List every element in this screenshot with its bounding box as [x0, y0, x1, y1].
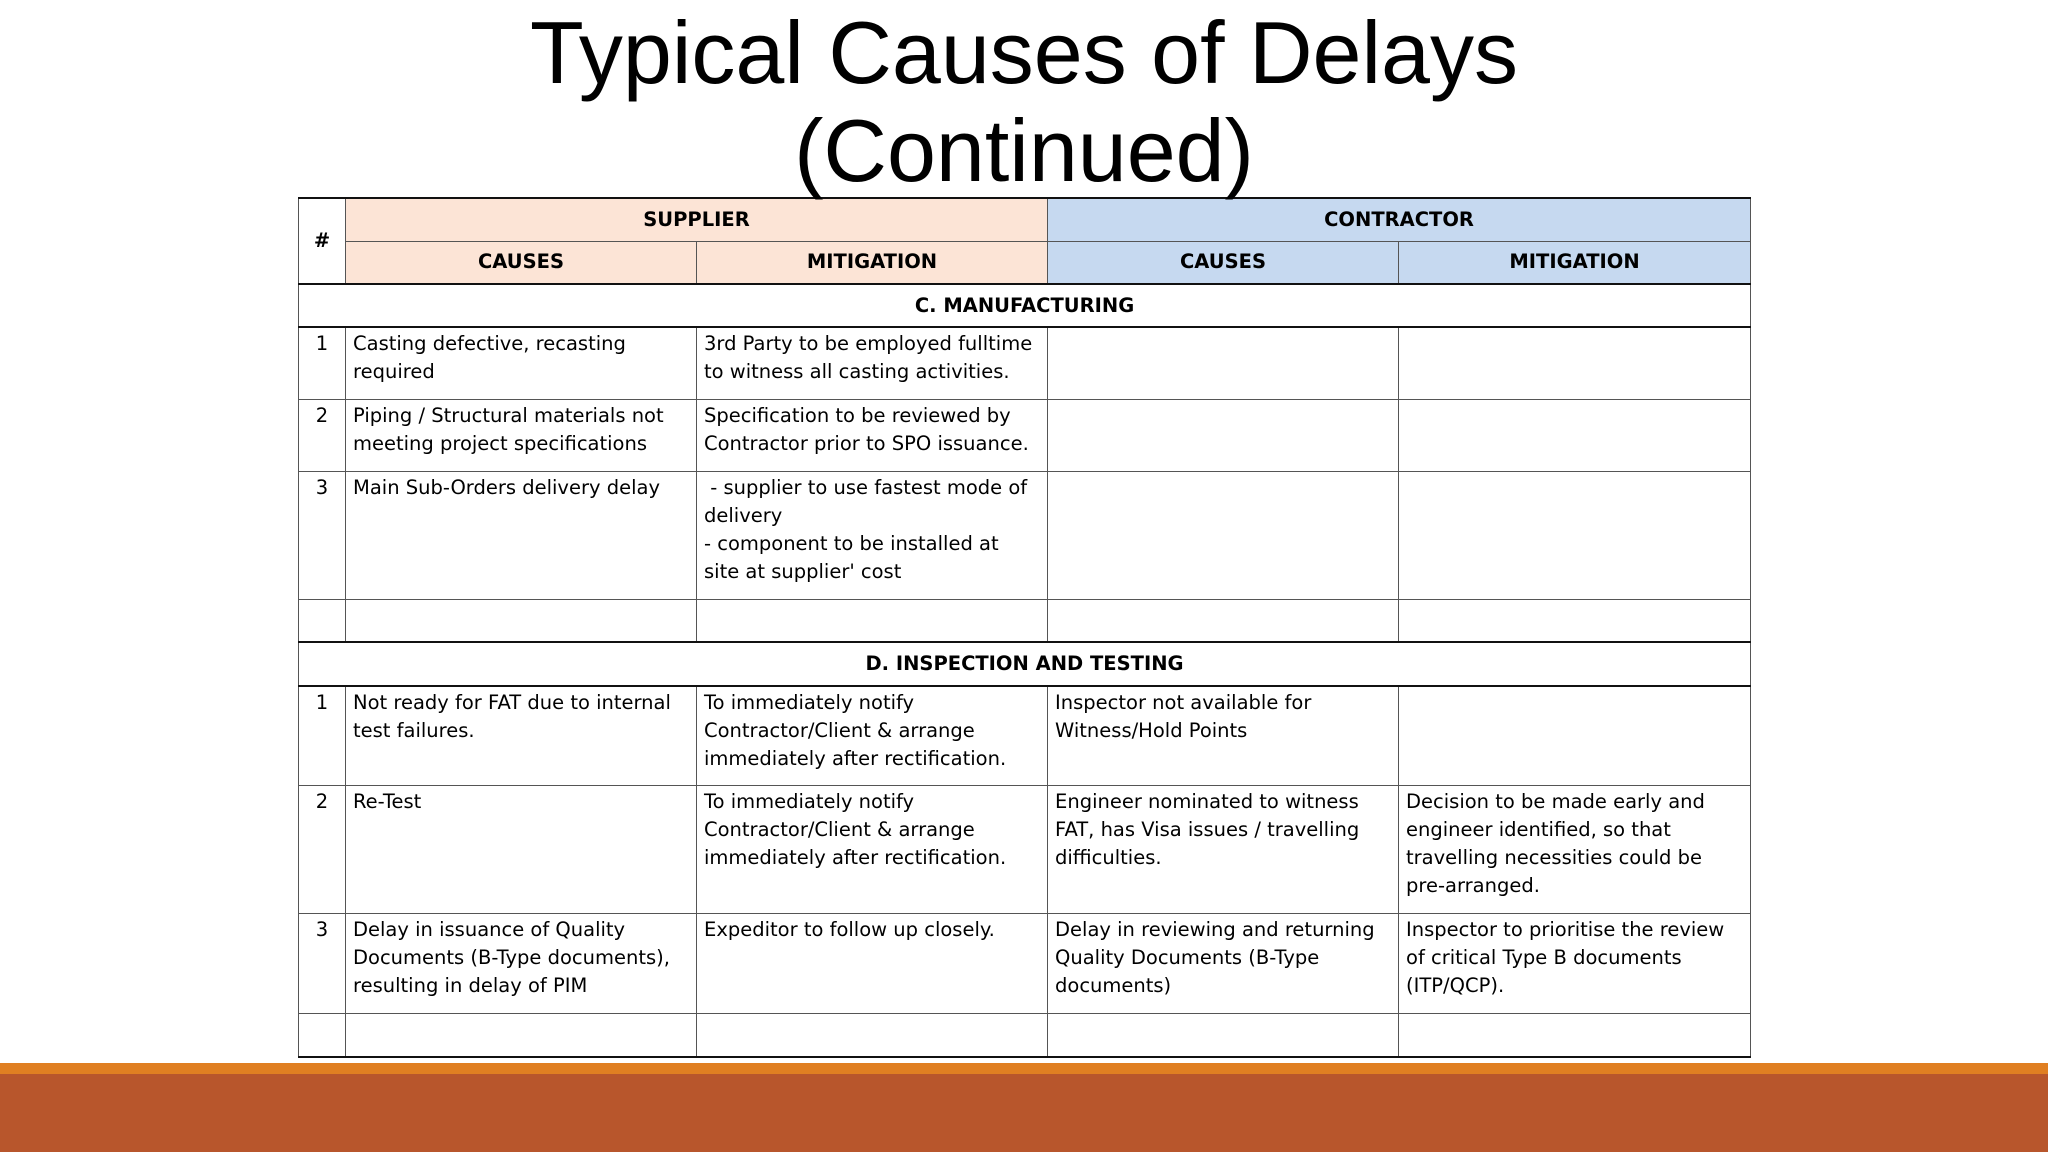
table-row [299, 471, 1751, 599]
table-row [299, 914, 1751, 1014]
supplier-mitigation-cell: Expeditor to follow up closely. [697, 914, 1048, 1014]
table-row-empty [299, 1014, 1751, 1057]
mitigation-point-2: - component to be installed at site at supplier' cost [704, 531, 1005, 583]
slide-title-line-1: Typical Causes of Delays [530, 3, 1518, 102]
contractor-header: CONTRACTOR [1048, 198, 1751, 241]
contractor-mitigation-cell [1399, 686, 1751, 786]
supplier-mitigation-cell: 3rd Party to be employed fulltime to witness all casting activities. [697, 327, 1048, 399]
empty-cell [346, 1014, 697, 1057]
contractor-mitigation-cell [1399, 327, 1751, 399]
table-row-empty [299, 599, 1751, 642]
empty-cell [1048, 599, 1399, 642]
supplier-cause-cell: Piping / Structural materials not meeting project specifications [346, 399, 697, 471]
contractor-cause-cell: Inspector not available for Witness/Hold Points [1048, 686, 1399, 786]
supplier-cause-cell: Casting defective, recasting required [346, 327, 697, 399]
delay-causes-table [298, 197, 1751, 1058]
row-number: 1 [299, 327, 346, 399]
mitigation-point-1: - supplier to use fastest mode of delivery [704, 475, 1034, 527]
footer-accent-line [0, 1063, 2048, 1074]
header-row-groups [299, 198, 1751, 241]
supplier-header: SUPPLIER [346, 198, 1048, 241]
slide-title [0, 4, 2048, 200]
supplier-mitigation-header: MITIGATION [697, 241, 1048, 284]
contractor-causes-header: CAUSES [1048, 241, 1399, 284]
empty-cell [1048, 1014, 1399, 1057]
contractor-mitigation-cell [1399, 471, 1751, 599]
section-heading-manufacturing: C. MANUFACTURING [299, 284, 1751, 327]
empty-cell [299, 1014, 346, 1057]
contractor-mitigation-cell: Decision to be made early and engineer identified, so that travelling necessities could be pre-arranged. [1399, 786, 1751, 914]
empty-cell [697, 1014, 1048, 1057]
section-row-inspection [299, 642, 1751, 685]
empty-cell [346, 599, 697, 642]
contractor-cause-cell [1048, 399, 1399, 471]
supplier-mitigation-cell: To immediately notify Contractor/Client & arrange immediately after rectification. [697, 786, 1048, 914]
empty-cell [299, 599, 346, 642]
table-row [299, 327, 1751, 399]
empty-cell [697, 599, 1048, 642]
contractor-mitigation-header: MITIGATION [1399, 241, 1751, 284]
contractor-cause-cell: Delay in reviewing and returning Quality Documents (B-Type documents) [1048, 914, 1399, 1014]
empty-cell [1399, 1014, 1751, 1057]
contractor-cause-cell [1048, 327, 1399, 399]
header-row-columns [299, 241, 1751, 284]
section-heading-inspection: D. INSPECTION AND TESTING [299, 642, 1751, 685]
row-number: 2 [299, 786, 346, 914]
supplier-mitigation-cell: To immediately notify Contractor/Client & arrange immediately after rectification. [697, 686, 1048, 786]
footer-bar [0, 1074, 2048, 1152]
table-row [299, 786, 1751, 914]
contractor-cause-cell [1048, 471, 1399, 599]
supplier-cause-cell: Not ready for FAT due to internal test failures. [346, 686, 697, 786]
supplier-causes-header: CAUSES [346, 241, 697, 284]
index-header: # [299, 198, 346, 284]
contractor-mitigation-cell [1399, 399, 1751, 471]
contractor-mitigation-cell: Inspector to prioritise the review of critical Type B documents (ITP/QCP). [1399, 914, 1751, 1014]
supplier-mitigation-cell [697, 471, 1048, 599]
empty-cell [1399, 599, 1751, 642]
table-row [299, 399, 1751, 471]
supplier-cause-cell: Delay in issuance of Quality Documents (B-Type documents), resulting in delay of PIM [346, 914, 697, 1014]
row-number: 3 [299, 471, 346, 599]
slide-title-line-2: (Continued) [794, 101, 1254, 200]
supplier-cause-cell: Main Sub-Orders delivery delay [346, 471, 697, 599]
section-row-manufacturing [299, 284, 1751, 327]
row-number: 1 [299, 686, 346, 786]
table-row [299, 686, 1751, 786]
row-number: 2 [299, 399, 346, 471]
contractor-cause-cell: Engineer nominated to witness FAT, has Visa issues / travelling difficulties. [1048, 786, 1399, 914]
supplier-mitigation-cell: Specification to be reviewed by Contractor prior to SPO issuance. [697, 399, 1048, 471]
supplier-cause-cell: Re-Test [346, 786, 697, 914]
row-number: 3 [299, 914, 346, 1014]
